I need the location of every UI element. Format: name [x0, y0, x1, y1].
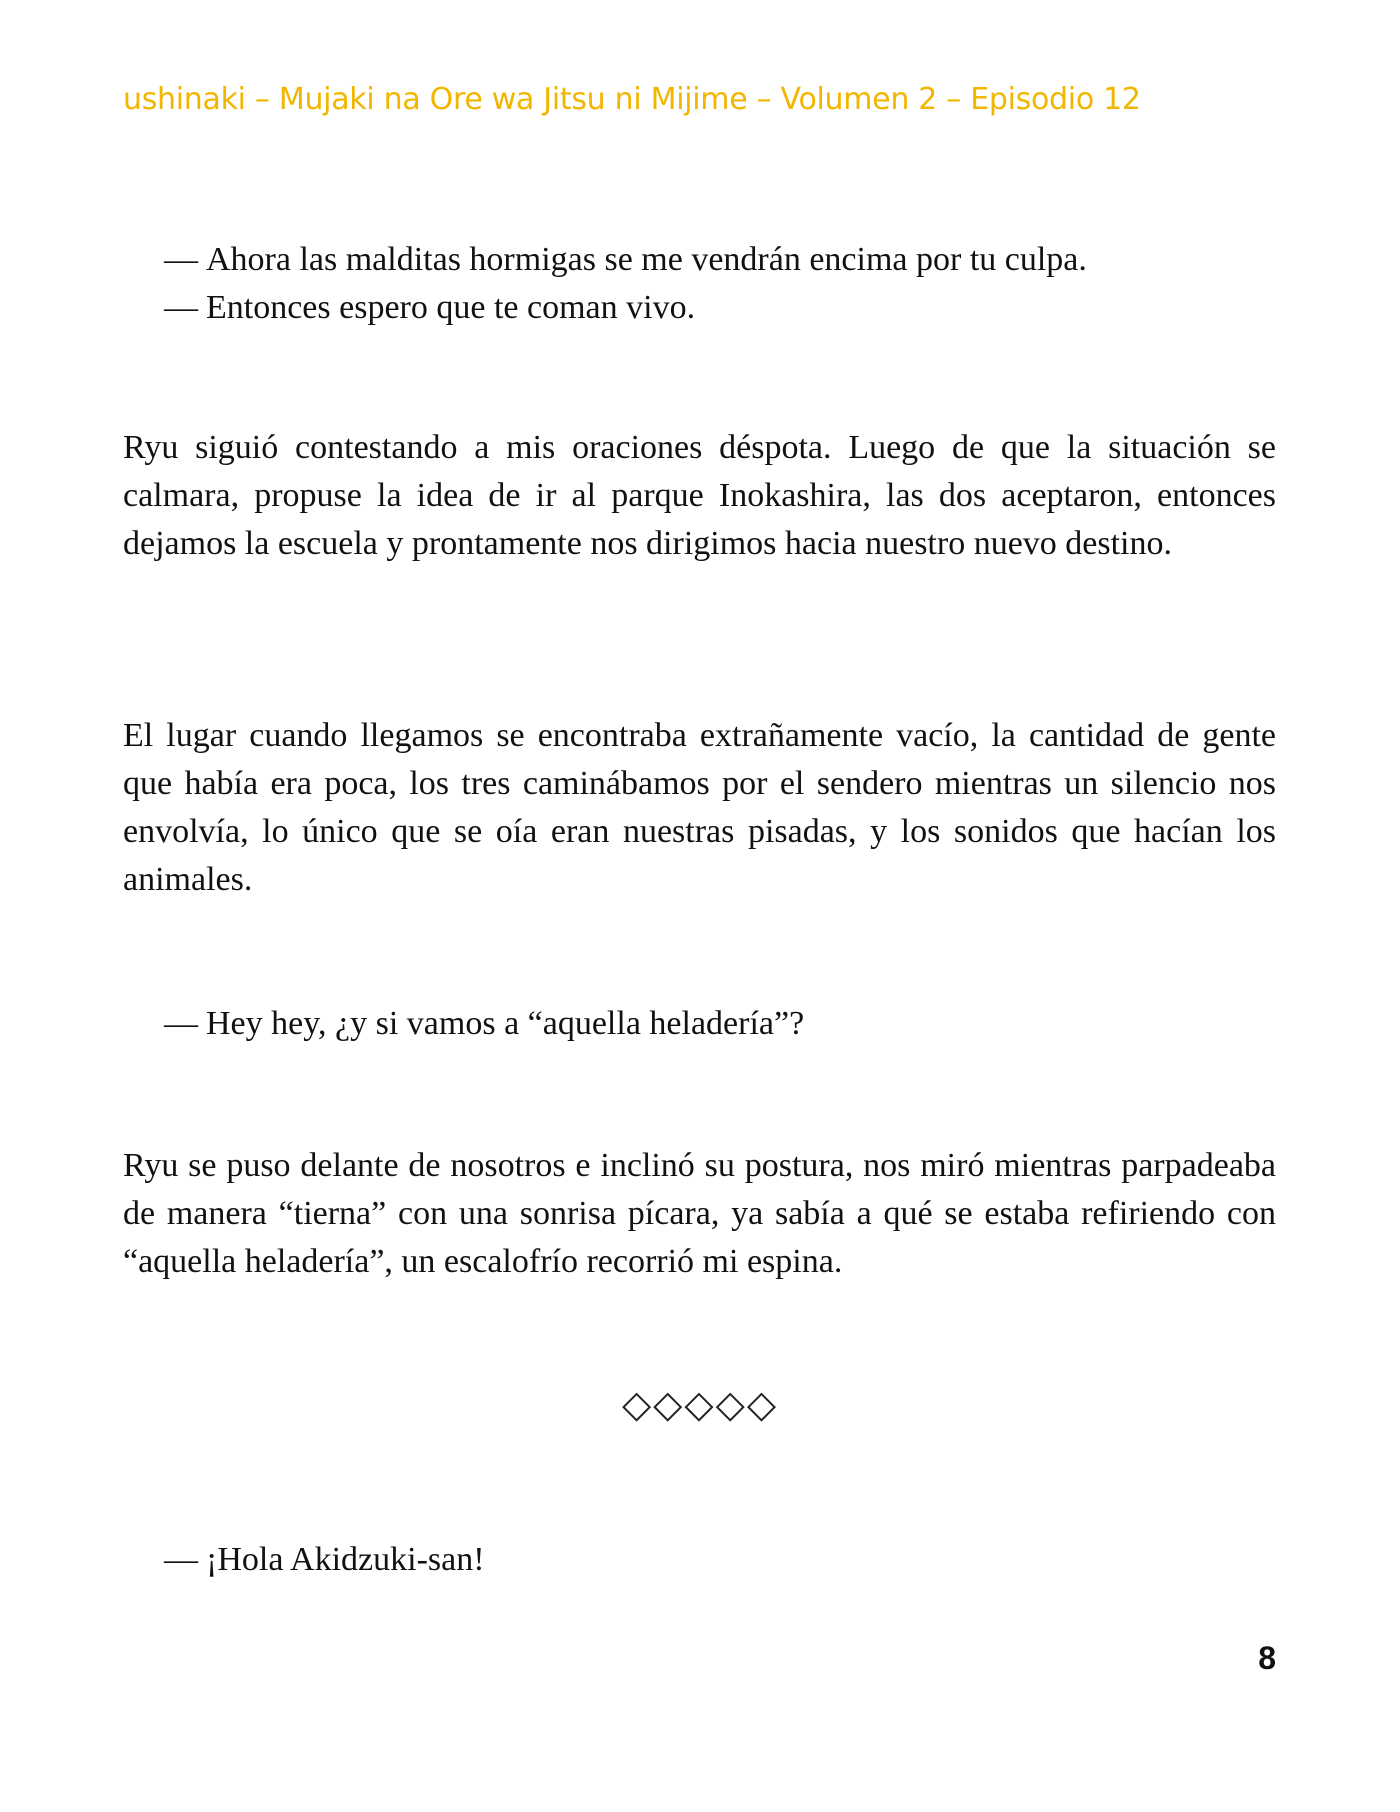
dialogue-line-1: [164, 236, 1087, 284]
dialogue-dash: —: [164, 1005, 198, 1042]
dialogue-dash: —: [164, 289, 198, 326]
dialogue-text: Hey hey, ¿y si vamos a “aquella heladería”?: [206, 1005, 805, 1042]
paragraph-2: El lugar cuando llegamos se encontraba extrañamente vacío, la cantidad de gente que había era poca, los tres caminábamos por el sendero mientras un silencio nos envolvía, lo único que se oía eran nuestras pisadas, y los sonidos que hacían los animales.: [123, 717, 1276, 898]
dialogue-line-4: [164, 1536, 485, 1584]
paragraph-1: Ryu siguió contestando a mis oraciones déspota. Luego de que la situación se calmara, propuse la idea de ir al parque Inokashira, las dos aceptaron, entonces dejamos la escuela y prontamente nos dirigimos hacia nuestro nuevo destino.: [123, 429, 1276, 562]
page-number: 8: [1258, 1640, 1276, 1676]
dialogue-text: ¡Hola Akidzuki-san!: [206, 1541, 485, 1578]
dialogue-line-3: [164, 1000, 804, 1048]
running-header: ushinaki – Mujaki na Ore wa Jitsu ni Mijime – Volumen 2 – Episodio 12: [123, 82, 1141, 117]
paragraph-3: Ryu se puso delante de nosotros e inclinó su postura, nos miró mientras parpadeaba de manera “tierna” con una sonrisa pícara, ya sabía a qué se estaba refiriendo con “aquella heladería”, un escalofrío recorrió mi espina.: [123, 1147, 1276, 1280]
dialogue-dash: —: [164, 1541, 198, 1578]
dialogue-line-2: [164, 284, 695, 332]
dialogue-text: Entonces espero que te coman vivo.: [206, 289, 696, 326]
dialogue-text: Ahora las malditas hormigas se me vendrán encima por tu culpa.: [206, 241, 1087, 278]
scene-break-diamonds: ◇◇◇◇◇: [621, 1382, 779, 1426]
dialogue-dash: —: [164, 241, 198, 278]
